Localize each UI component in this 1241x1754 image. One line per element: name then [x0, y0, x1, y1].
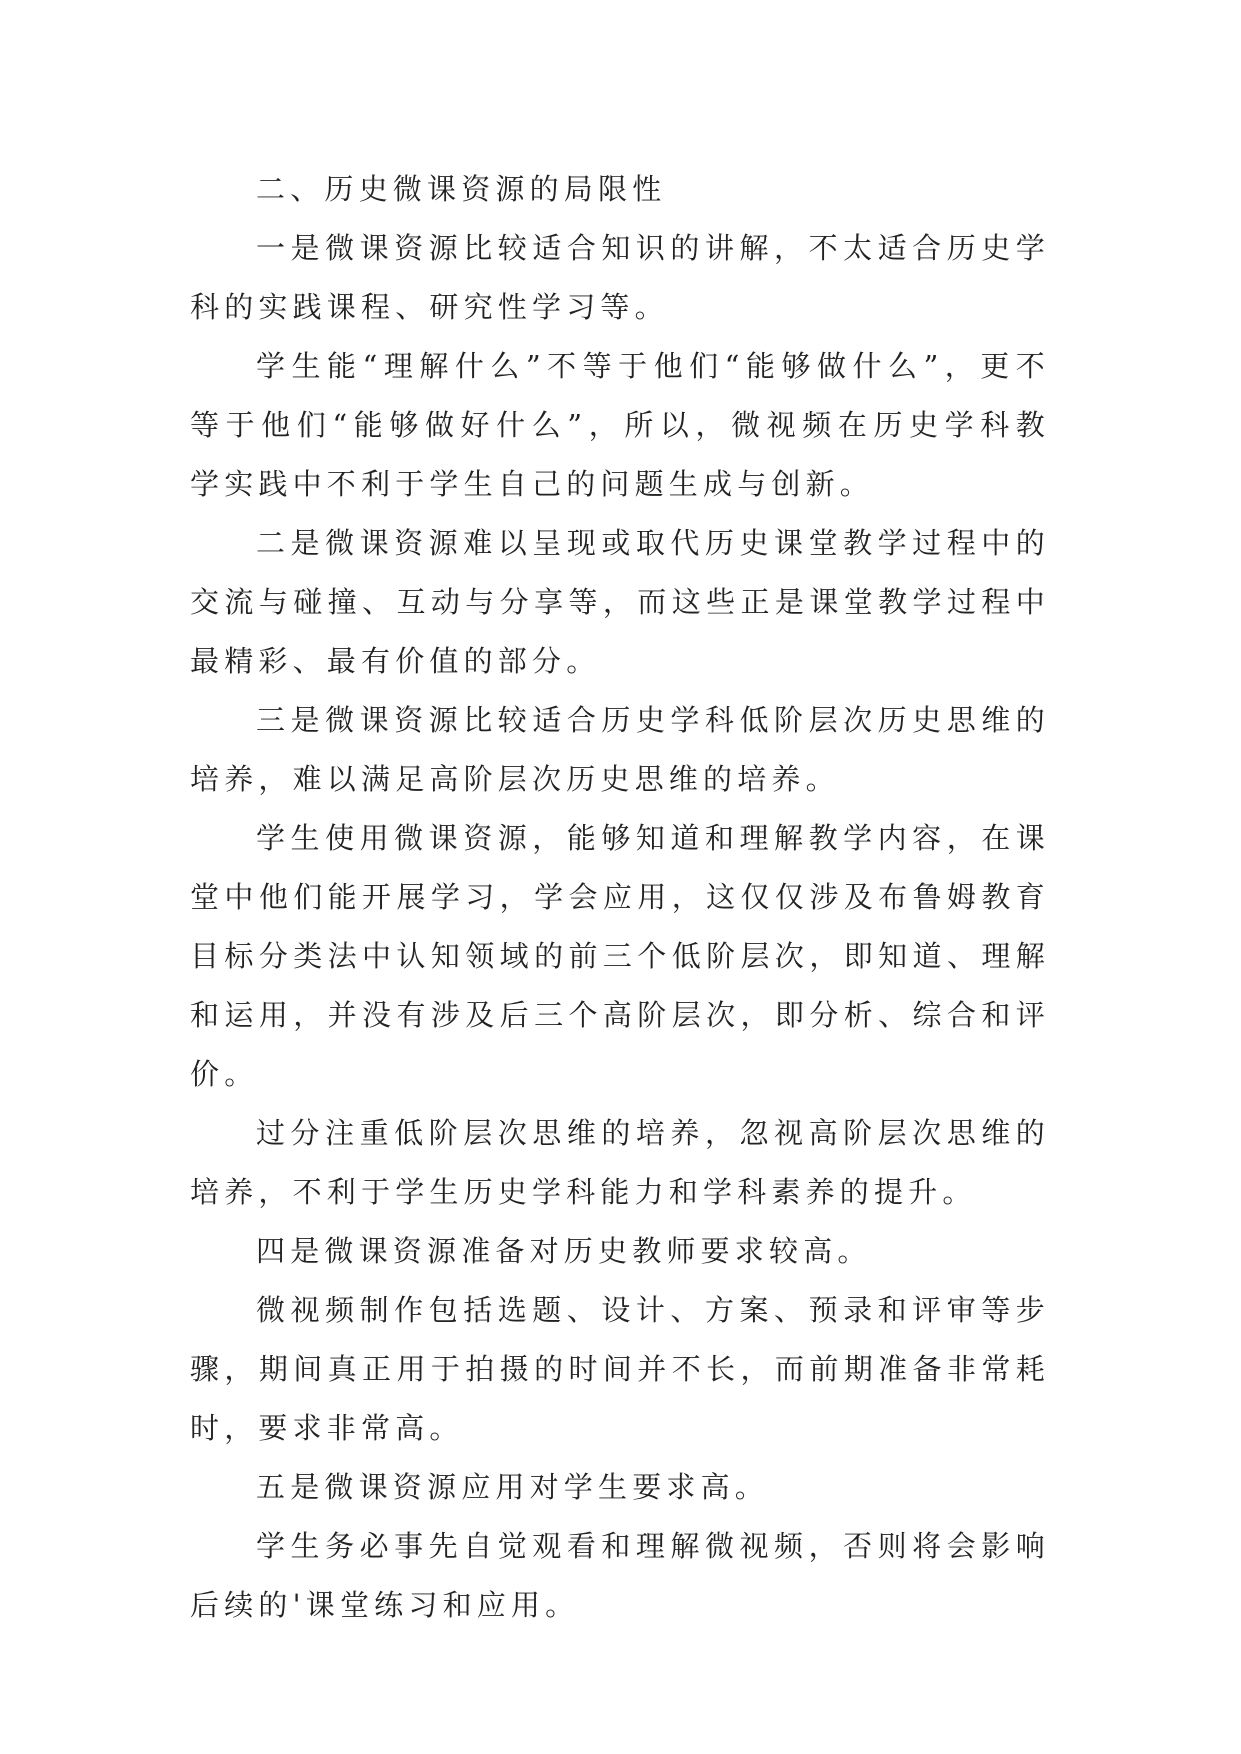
paragraph: 三是微课资源比较适合历史学科低阶层次历史思维的培养，难以满足高阶层次历史思维的培养。: [190, 703, 1050, 796]
paragraph: 学生使用微课资源，能够知道和理解教学内容，在课堂中他们能开展学习，学会应用，这仅仅涉及布鲁姆教育目标分类法中认知领域的前三个低阶层次，即知道、理解和运用，并没有涉及后三个高阶层次，即分析、综合和评价。: [190, 821, 1050, 1091]
section-heading: 二、历史微课资源的局限性: [256, 172, 667, 206]
paragraph: 学生务必事先自觉观看和理解微视频，否则将会影响后续的'课堂练习和应用。: [190, 1529, 1050, 1622]
paragraph: 四是微课资源准备对历史教师要求较高。: [256, 1234, 872, 1268]
paragraph: 二是微课资源难以呈现或取代历史课堂教学过程中的交流与碰撞、互动与分享等，而这些正是课堂教学过程中最精彩、最有价值的部分。: [190, 526, 1050, 678]
paragraph: 学生能“理解什么”不等于他们“能够做什么”，更不等于他们“能够做好什么”，所以，微视频在历史学科教学实践中不利于学生自己的问题生成与创新。: [190, 349, 1050, 501]
paragraph: 五是微课资源应用对学生要求高。: [256, 1470, 770, 1504]
paragraph: 过分注重低阶层次思维的培养，忽视高阶层次思维的培养，不利于学生历史学科能力和学科素养的提升。: [190, 1116, 1050, 1209]
document-body: [190, 160, 1050, 1635]
paragraph: 微视频制作包括选题、设计、方案、预录和评审等步骤，期间真正用于拍摄的时间并不长，而前期准备非常耗时，要求非常高。: [190, 1293, 1050, 1445]
paragraph: 一是微课资源比较适合知识的讲解，不太适合历史学科的实践课程、研究性学习等。: [190, 231, 1050, 324]
